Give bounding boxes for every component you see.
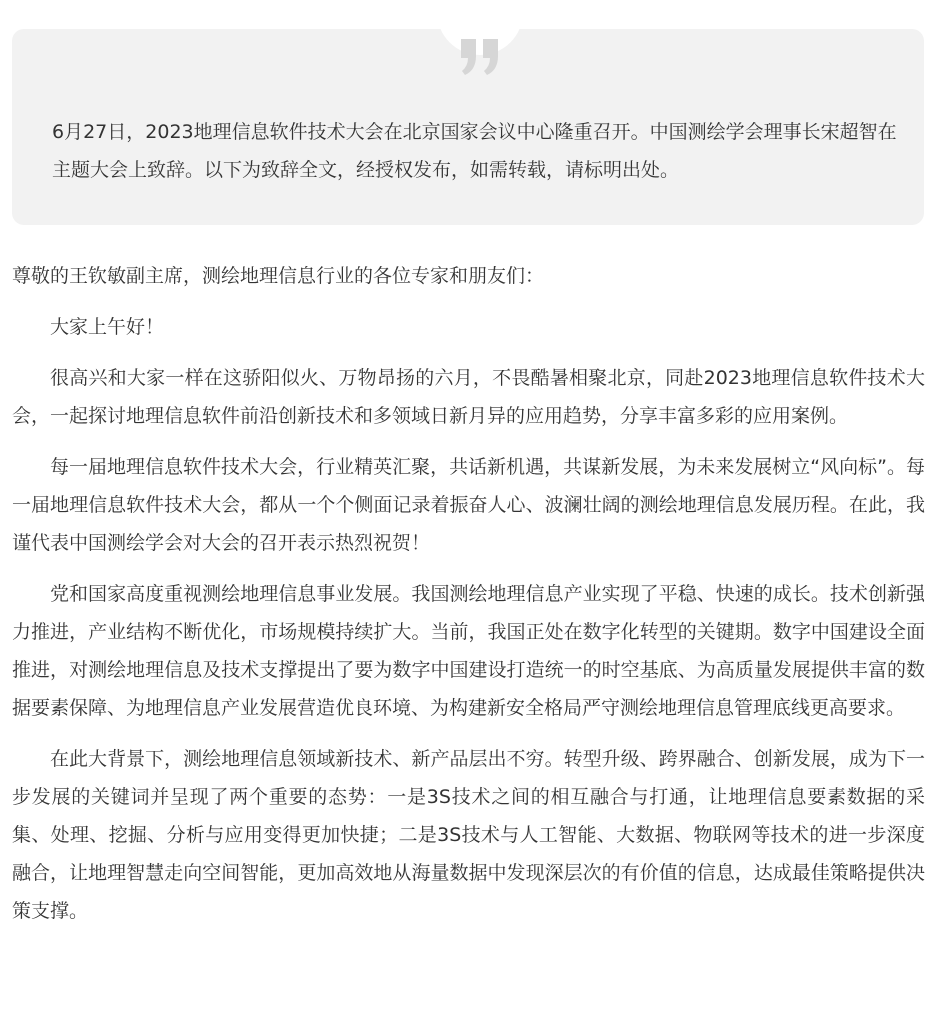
intro-quote-box xyxy=(12,29,924,225)
article-body xyxy=(12,257,925,943)
quote-mark-icon xyxy=(458,37,502,77)
paragraph-welcome: 很高兴和大家一样在这骄阳似火、万物昂扬的六月，不畏酷暑相聚北京，同赴2023地理信息软件技术大会，一起探讨地理信息软件前沿创新技术和多领域日新月异的应用趋势，分享丰富多彩的应用案例。 xyxy=(12,367,925,427)
salutation: 尊敬的王钦敏副主席，测绘地理信息行业的各位专家和朋友们： xyxy=(12,265,545,287)
intro-text: 6月27日，2023地理信息软件技术大会在北京国家会议中心隆重召开。中国测绘学会理事长宋超智在主题大会上致辞。以下为致辞全文，经授权发布，如需转载，请标明出处。 xyxy=(52,121,897,181)
paragraph-trends: 在此大背景下，测绘地理信息领域新技术、新产品层出不穷。转型升级、跨界融合、创新发展，成为下一步发展的关键词并呈现了两个重要的态势：一是3S技术之间的相互融合与打通，让地理信息要素数据的采集、处理、挖掘、分析与应用变得更加快捷；二是3S技术与人工智能、大数据、物联网等技术的进一步深度融合，让地理智慧走向空间智能，更加高效地从海量数据中发现深层次的有价值的信息，达成最佳策略提供决策支撑。 xyxy=(12,748,925,922)
paragraph-industry: 党和国家高度重视测绘地理信息事业发展。我国测绘地理信息产业实现了平稳、快速的成长。技术创新强力推进，产业结构不断优化，市场规模持续扩大。当前，我国正处在数字化转型的关键期。数字中国建设全面推进，对测绘地理信息及技术支撑提出了要为数字中国建设打造统一的时空基底、为高质量发展提供丰富的数据要素保障、为地理信息产业发展营造优良环境、为构建新安全格局严守测绘地理信息管理底线更高要求。 xyxy=(12,583,925,719)
paragraph-greeting: 大家上午好！ xyxy=(50,316,165,338)
paragraph-conference: 每一届地理信息软件技术大会，行业精英汇聚，共话新机遇，共谋新发展，为未来发展树立“风向标”。每一届地理信息软件技术大会，都从一个个侧面记录着振奋人心、波澜壮阔的测绘地理信息发展历程。在此，我谨代表中国测绘学会对大会的召开表示热烈祝贺！ xyxy=(12,456,925,554)
